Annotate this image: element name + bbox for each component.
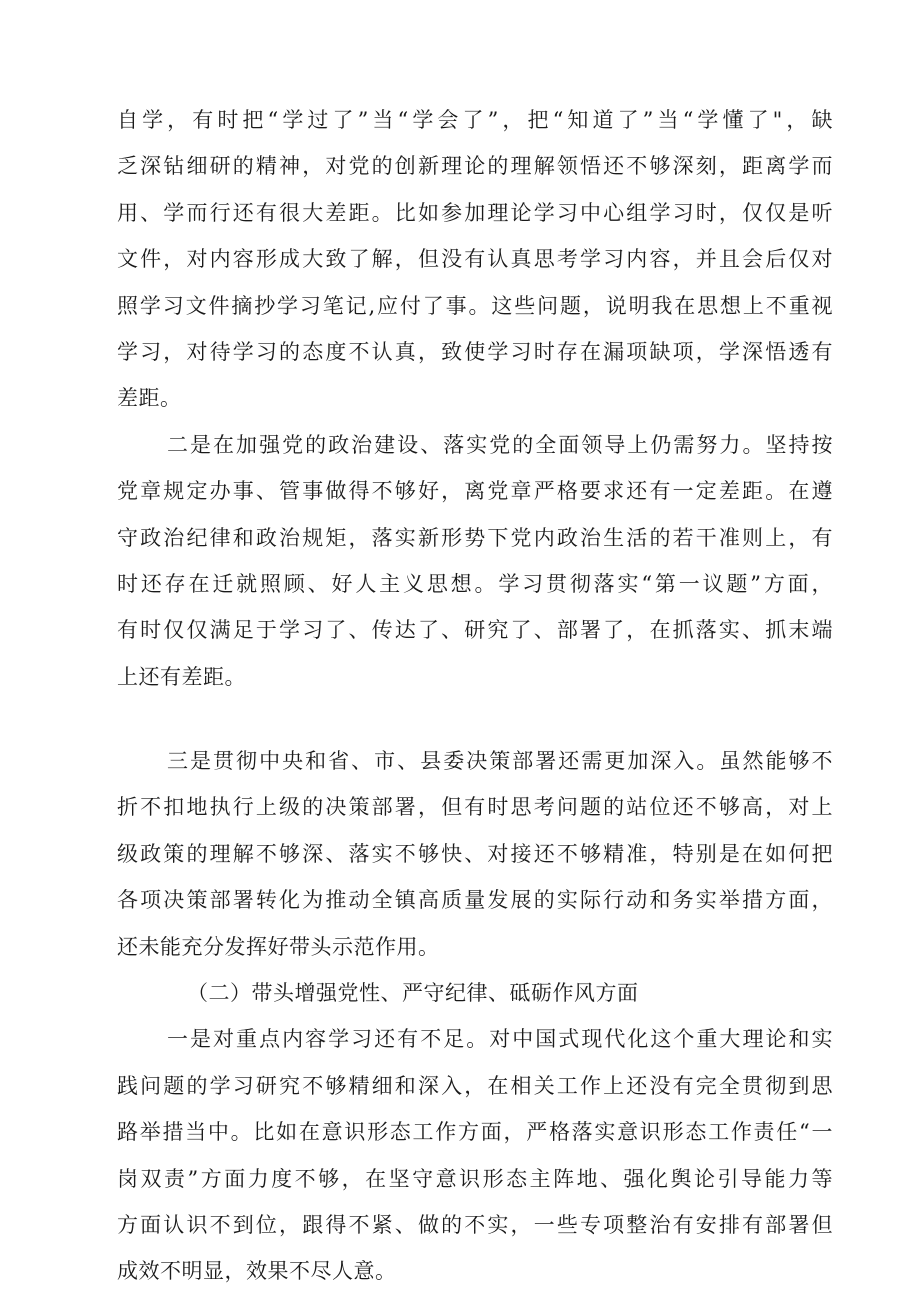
text-line: 党章规定办事、管事做得不够好，离党章严格要求还有一定差距。在遵 — [117, 479, 833, 504]
text-line: 级政策的理解不够深、落实不够快、对接还不够精准，特别是在如何把 — [117, 841, 833, 866]
text-line: 照学习文件摘抄学习笔记,应付了事。这些问题，说明我在思想上不重视 — [117, 293, 833, 318]
text-line: 守政治纪律和政治规矩，落实新形势下党内政治生活的若干准则上，有 — [117, 525, 833, 550]
section-heading — [117, 970, 833, 1016]
text-line: 路举措当中。比如在意识形态工作方面，严格落实意识形态工作责任“一 — [117, 1120, 833, 1145]
heading-line: （二）带头增强党性、严守纪律、砥砺作风方面 — [187, 981, 639, 1006]
text-line: 成效不明显，效果不尽人意。 — [117, 1259, 397, 1284]
text-line: 各项决策部署转化为推动全镇高质量发展的实际行动和务实举措方面， — [117, 888, 833, 913]
paragraph-2 — [117, 422, 833, 700]
text-line: 文件，对内容形成大致了解，但没有认真思考学习内容，并且会后仅对 — [117, 247, 833, 272]
text-line: 一是对重点内容学习还有不足。对中国式现代化这个重大理论和实 — [167, 1027, 833, 1052]
text-line: 方面认识不到位，跟得不紧、做的不实，一些专项整治有安排有部署但 — [117, 1212, 833, 1237]
text-line: 还未能充分发挥好带头示范作用。 — [117, 934, 440, 959]
paragraph-gap — [117, 700, 833, 738]
text-line: 自学，有时把“学过了”当“学会了”，把“知道了”当“学懂了"，缺 — [117, 108, 833, 132]
text-line: 用、学而行还有很大差距。比如参加理论学习中心组学习时，仅仅是听 — [117, 200, 833, 225]
paragraph-1 — [117, 97, 833, 422]
paragraph-3 — [117, 738, 833, 970]
document-page — [117, 97, 833, 1295]
paragraph-4 — [117, 1016, 833, 1294]
text-line: 有时仅仅满足于学习了、传达了、研究了、部署了，在抓落实、抓末端 — [117, 618, 833, 643]
text-line: 三是贯彻中央和省、市、县委决策部署还需更加深入。虽然能够不 — [167, 749, 833, 774]
text-line: 岗双责”方面力度不够，在坚守意识形态主阵地、强化舆论引导能力等 — [117, 1166, 833, 1191]
text-line: 上还有差距。 — [117, 664, 246, 689]
text-line: 践问题的学习研究不够精细和深入，在相关工作上还没有完全贯彻到思 — [117, 1073, 833, 1098]
text-line: 时还存在迁就照顾、好人主义思想。学习贯彻落实“第一议题”方面， — [117, 571, 833, 596]
text-line: 折不扣地执行上级的决策部署，但有时思考问题的站位还不够高，对上 — [117, 795, 833, 820]
text-line: 乏深钻细研的精神，对党的创新理论的理解领悟还不够深刻，距离学而 — [117, 154, 833, 179]
text-line: 二是在加强党的政治建设、落实党的全面领导上仍需努力。坚持按 — [167, 432, 833, 457]
text-line: 差距。 — [117, 386, 182, 411]
text-line: 学习，对待学习的态度不认真，致使学习时存在漏项缺项，学深悟透有 — [117, 339, 833, 364]
